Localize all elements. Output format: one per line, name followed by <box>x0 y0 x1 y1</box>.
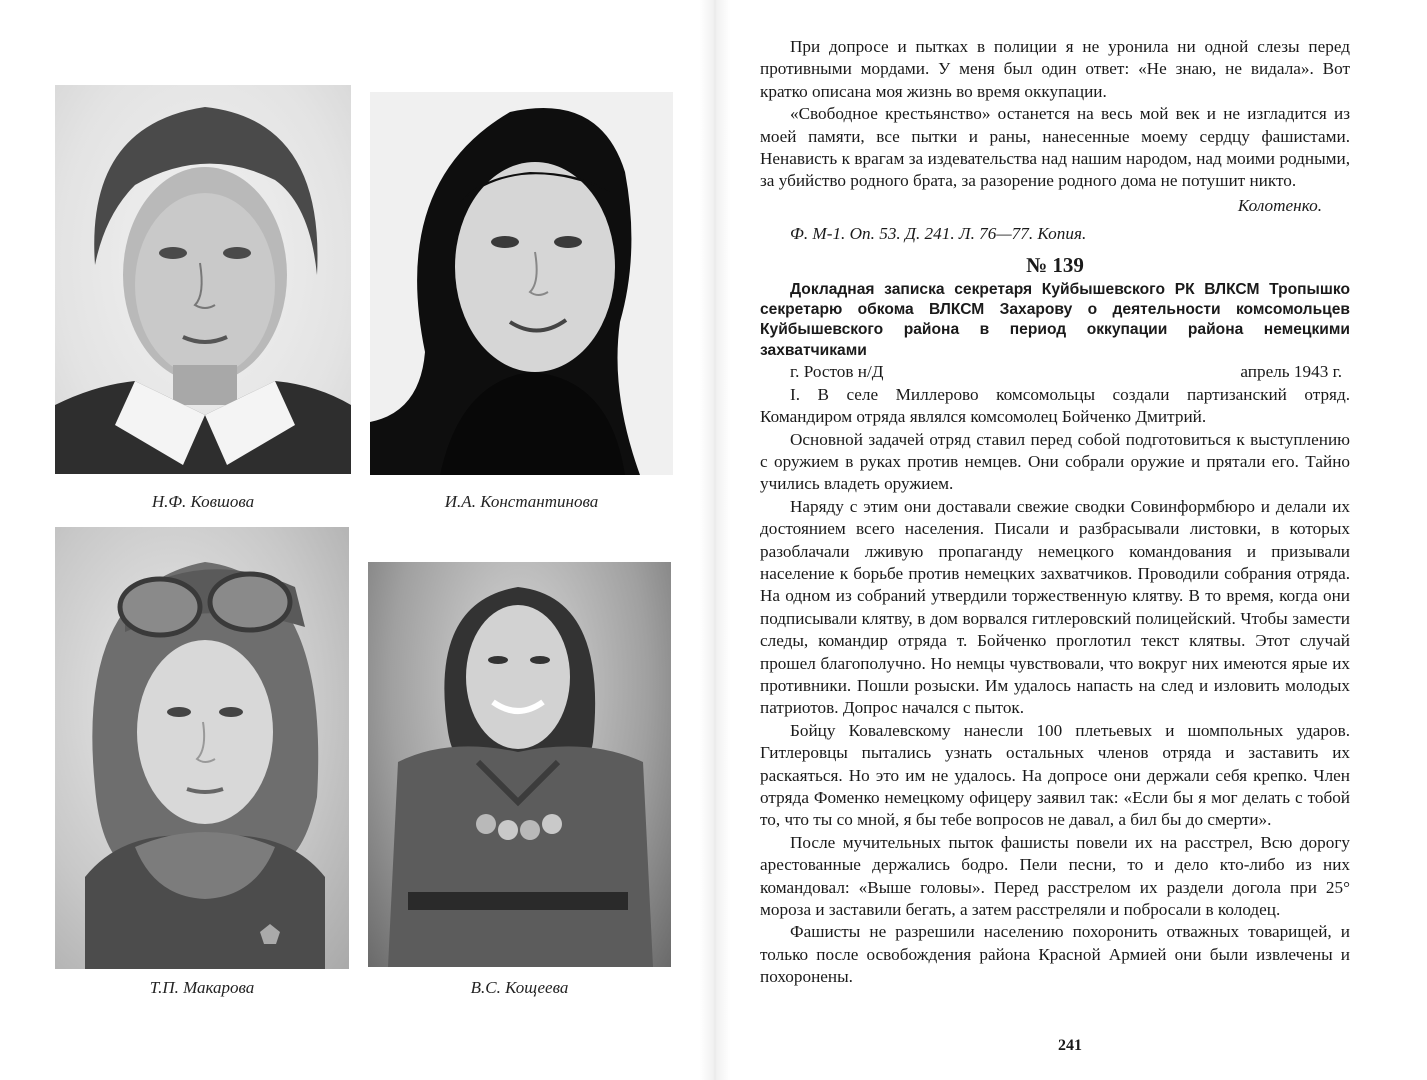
document-text-column <box>760 36 1350 989</box>
document-number: № 139 <box>1026 252 1084 277</box>
document-place: г. Ростов н/Д <box>790 362 884 382</box>
portrait-photo-kovshova <box>55 85 351 474</box>
page-number: 241 <box>1058 1037 1082 1054</box>
document-title: Докладная записка секретаря Куйбышевского РК ВЛКСМ Тропышко секретарю обкома ВЛКСМ Захарову о деятельности комсомольцев Куйбышевского района в период оккупации района немецкими захватчиками <box>760 280 1350 359</box>
book-gutter <box>700 0 730 1080</box>
photo-caption: В.С. Кощеева <box>470 978 569 997</box>
paragraph: После мучительных пыток фашисты повели их на расстрел, Всю дорогу арестованные держались бодро. Пели песни, то и дело кто-либо из них командовал: «Выше головы». Перед расстрелом их раздели догола при 25° мороза и заставили бегать, а затем расстреляли и побросали в колодец. <box>760 832 1350 920</box>
paragraph: Наряду с этим они доставали свежие сводки Совинформбюро и делали их достоянием всего населения. Писали и разбрасывали листовки, в которых разоблачали лживую пропаганду немецкого командования и призывали население к борьбе против немецких захватчиков. Проводили собрания отряда. На одном из собраний утвердили торжественную клятву. В то время, когда они подписывали клятву, в дом ворвался гитлеровский полицейский. Чтобы замести следы, командир отряда т. Бойченко проглотил текст клятвы. Этот случай прошел благополучно. Но немцы чувствовали, что вокруг них имеются ярые их противники. Пошли розыски. Им удалось напасть на след и изловить молодых патриотов. Допрос начался с пыток. <box>760 496 1350 718</box>
photo-caption: Н.Ф. Ковшова <box>151 492 255 511</box>
paragraph: «Свободное крестьянство» останется на весь мой век и не изгладится из моей памяти, все пытки и раны, нанесенные моему сердцу фашистами. Ненависть к врагам за издевательства над нашим народом, над моими родными, за убийство родного брата, за разорение родного дома не потушит никто. <box>760 104 1350 191</box>
place-date-line <box>760 361 1350 383</box>
paragraph: Основной задачей отряд ставил перед собой подготовиться к выступлению с оружием в руках против немцев. Они собрали оружие и прятали его. Тайно учились владеть оружием. <box>760 429 1350 494</box>
paragraph: I. В селе Миллерово комсомольцы создали партизанский отряд. Командиром отряда являлся комсомолец Бойченко Дмитрий. <box>760 384 1350 427</box>
document-date: апрель 1943 г. <box>1240 362 1342 382</box>
portrait-photo-koshcheeva <box>368 562 671 967</box>
portrait-photo-konstantinova <box>370 92 673 475</box>
photo-caption: Т.П. Макарова <box>149 978 255 997</box>
photo-caption: И.А. Константинова <box>444 492 599 511</box>
paragraph: Фашисты не разрешили населению похоронить отважных товарищей, и только после освобождения района Красной Армией они были извлечены и похоронены. <box>760 922 1350 987</box>
paragraph: Бойцу Ковалевскому нанесли 100 плетьевых и шомпольных ударов. Гитлеровцы пытались узнать остальных членов отряда и заставить их раскаяться. Но это им не удалось. На допросе они держали себя крепко. Член отряда Фоменко немецкому офицеру заявил так: «Если бы я мог делать с тобой то, что ты со мной, я бы тебе вопросов не давал, а бил бы до смерти». <box>760 720 1350 830</box>
portrait-photo-makarova <box>55 527 349 969</box>
paragraph: При допросе и пытках в полиции я не уронила ни одной слезы перед противными мордами. У меня был один ответ: «Не знаю, не видала». Вот кратко описана моя жизнь во время оккупации. <box>760 37 1350 101</box>
archive-reference: Ф. М-1. Оп. 53. Д. 241. Л. 76—77. Копия. <box>790 224 1087 244</box>
signature: Колотенко. <box>1237 195 1322 215</box>
